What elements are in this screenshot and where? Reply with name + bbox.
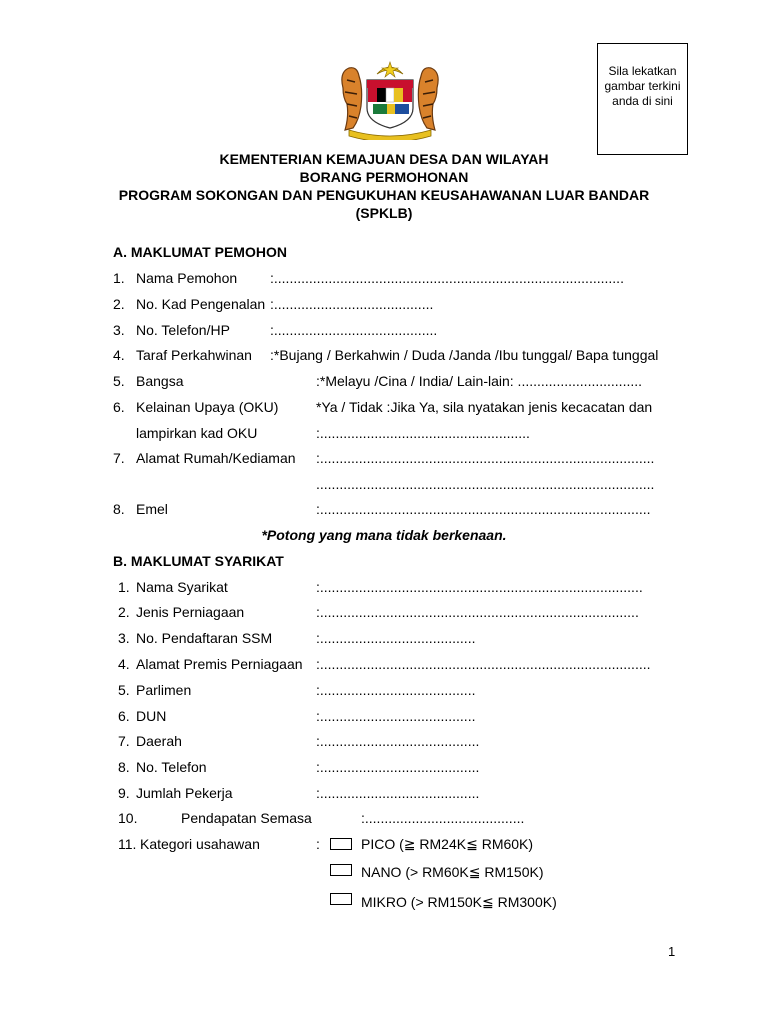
section-b-title: B. MAKLUMAT SYARIKAT [113,553,284,569]
program-title: PROGRAM SOKONGAN DAN PENGUKUHAN KEUSAHAWANAN LUAR BANDAR [118,187,650,203]
option-pico-label: PICO (≧ RM24K≦ RM60K) [361,836,534,852]
option-nano-label: NANO (> RM60K≦ RM150K) [361,864,544,880]
checkbox-pico[interactable] [330,838,352,850]
checkbox-nano[interactable] [330,864,352,876]
photo-placeholder-box [597,43,688,155]
program-acronym: (SPKLB) [355,205,413,221]
form-page: Sila lekatkan gambar terkini anda di sini KEMENTERIAN KEMAJUAN DESA DAN WILAYAH BORANG PERMOHONAN PROGRAM SOKONGAN DAN PENGUKUHAN KEUSAHAWANAN LUAR BANDAR (SPKLB) A. MAKLUMAT PEMOHON 1. Nama Pemohon :.......................................................................................... 2. No. Kad Pengenalan :......................................... 3. No. Telefon/HP :.......................................... 4. Taraf Perkahwinan :*Bujang / Berkahwin / Duda /Janda /Ibu tunggal/ Bapa tunggal 5. Bangsa :*Melayu /Cina / India/ Lain-lain: ................................ 6. Kelainan Upaya (OKU) *Ya / Tidak :Jika Ya, sila nyatakan jenis kecacatan dan lampirkan kad OKU :...................................................... 7. Alamat Rumah/Kediaman :...................................................................................... ....................................................................................... 8. Emel :..................................................................................... *Potong yang mana tidak berkenaan. B. MAKLUMAT SYARIKAT 1. Nama Syarikat :................................................................................... 2. Jenis Perniagaan :.................................................................................. 3. No. Pendaftaran SSM :........................................ 4. Alamat Premis Perniagaan :..................................................................................... 5. Parlimen :........................................ 6. DUN :........................................ 7. Daerah :......................................... 8. No. Telefon :......................................... 9. Jumlah Pekerja :......................................... 10. Pendapatan Semasa :......................................... 11. Kategori usahawan : PICO (≧ RM24K≦ RM60K) NANO (> RM60K≦ RM150K) MIKRO (> RM150K≦ RM300K) 1 [0,0,768,1024]
checkbox-mikro[interactable] [330,893,352,905]
option-mikro-label: MIKRO (> RM150K≦ RM300K) [361,894,557,910]
photo-instruction-text: Sila lekatkan gambar terkini anda di sini [604,64,681,108]
strike-through-note: *Potong yang mana tidak berkenaan. [261,527,507,543]
ministry-title: KEMENTERIAN KEMAJUAN DESA DAN WILAYAH [219,151,549,167]
form-title: BORANG PERMOHONAN [299,169,469,185]
section-a-title: A. MAKLUMAT PEMOHON [113,244,287,260]
coat-of-arms-logo [335,58,445,140]
page-number: 1 [668,944,676,959]
